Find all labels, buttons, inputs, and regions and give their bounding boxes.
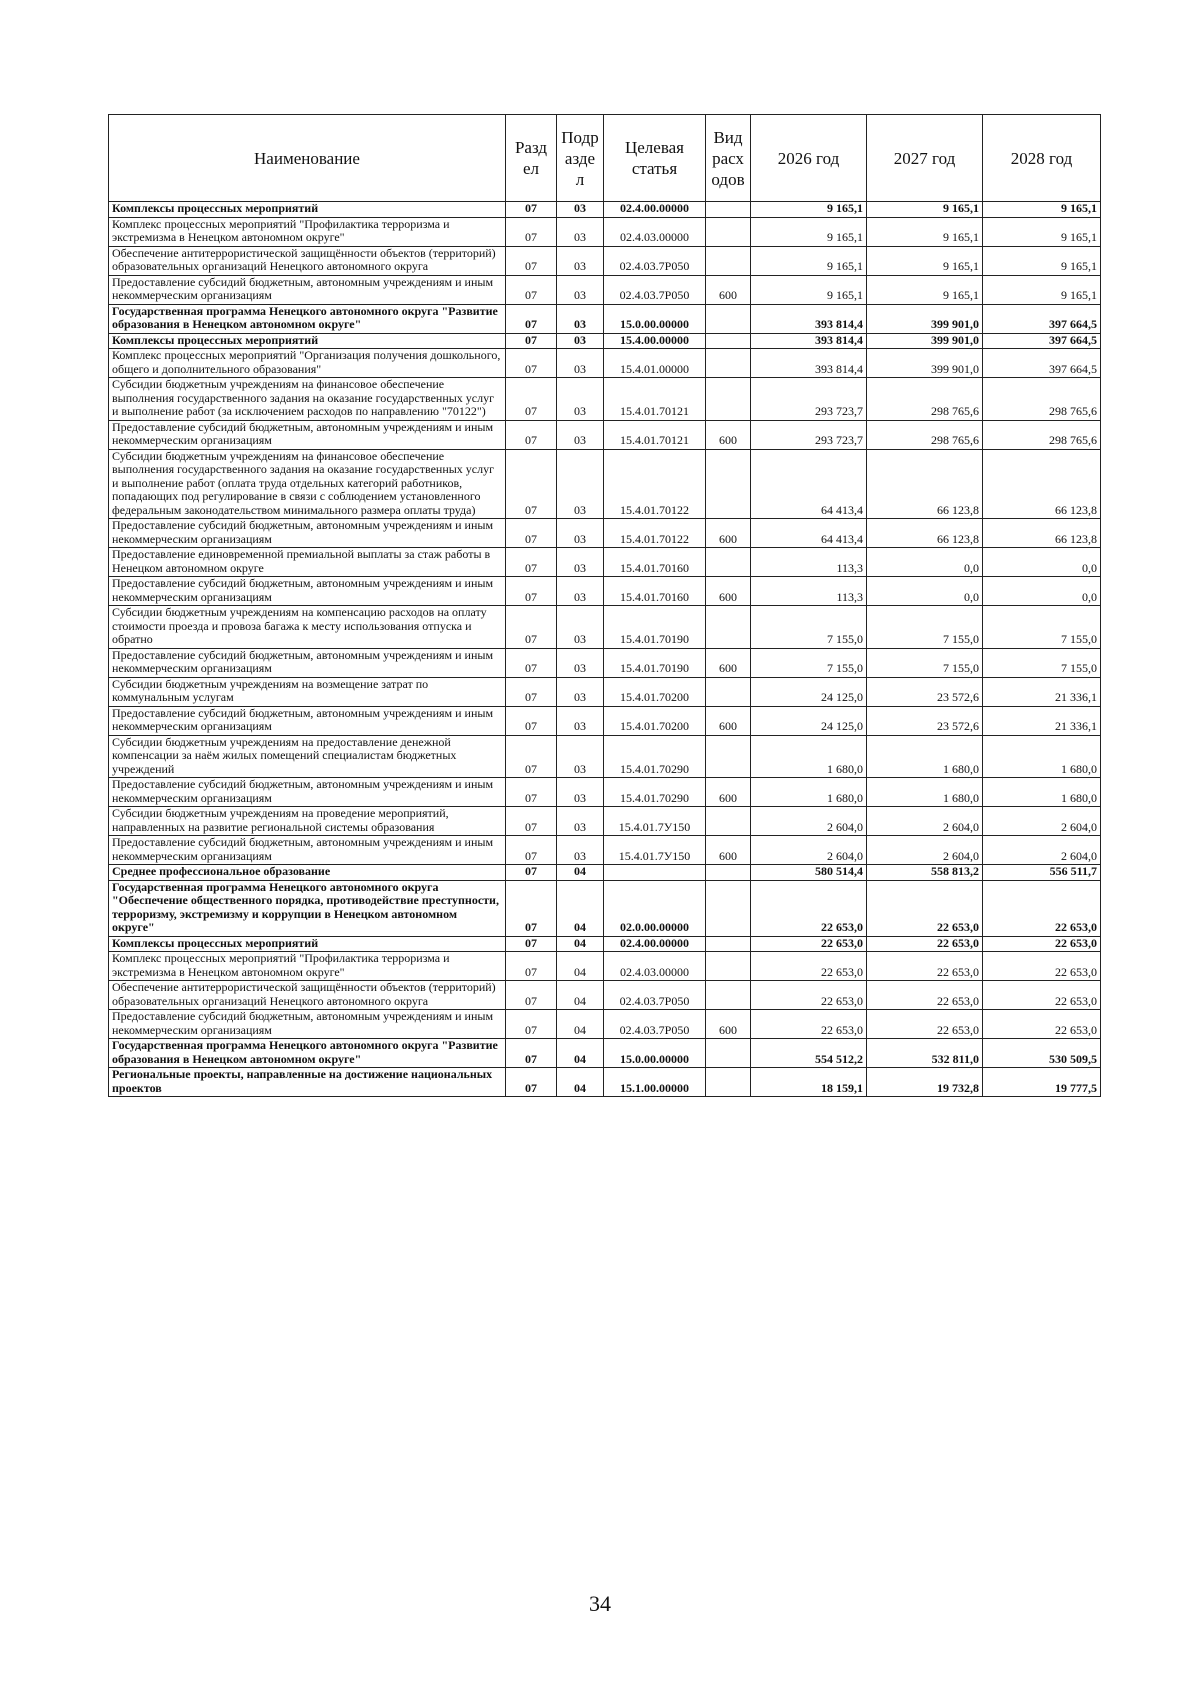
cell-name: Предоставление субсидий бюджетным, автономным учреждениям и иным некоммерческим организациям [109,1010,506,1039]
cell-podrazdel: 03 [557,275,604,304]
cell-2026: 113,3 [751,548,867,577]
cell-2028: 66 123,8 [983,519,1101,548]
cell-2027: 2 604,0 [867,807,983,836]
cell-2026: 393 814,4 [751,333,867,349]
cell-razdel: 07 [506,735,557,778]
cell-razdel: 07 [506,548,557,577]
cell-article: 15.4.01.70121 [604,378,706,421]
cell-podrazdel: 03 [557,735,604,778]
cell-2026: 9 165,1 [751,202,867,218]
cell-2026: 18 159,1 [751,1068,867,1097]
table-row [109,807,1101,836]
cell-name: Государственная программа Ненецкого автономного округа "Развитие образования в Ненецком автономном округе" [109,304,506,333]
cell-vid [706,981,751,1010]
cell-podrazdel: 03 [557,217,604,246]
cell-podrazdel: 04 [557,952,604,981]
cell-2028: 7 155,0 [983,648,1101,677]
cell-name: Региональные проекты, направленные на достижение национальных проектов [109,1068,506,1097]
cell-2027: 7 155,0 [867,606,983,649]
cell-name: Среднее профессиональное образование [109,865,506,881]
cell-vid: 600 [706,648,751,677]
cell-podrazdel: 04 [557,880,604,936]
cell-razdel: 07 [506,836,557,865]
cell-razdel: 07 [506,378,557,421]
cell-2026: 9 165,1 [751,246,867,275]
table-row [109,606,1101,649]
cell-razdel: 07 [506,880,557,936]
cell-razdel: 07 [506,420,557,449]
cell-2028: 298 765,6 [983,378,1101,421]
cell-2026: 64 413,4 [751,519,867,548]
cell-2028: 22 653,0 [983,952,1101,981]
cell-article: 15.4.01.70160 [604,577,706,606]
budget-table [108,114,1101,1097]
cell-2027: 399 901,0 [867,333,983,349]
header-podrazdel: Подр азде л [557,115,604,202]
cell-article: 15.4.01.70122 [604,519,706,548]
cell-name: Обеспечение антитеррористической защищённости объектов (территорий) образовательных организаций Ненецкого автономного округа [109,981,506,1010]
table-row [109,778,1101,807]
cell-razdel: 07 [506,648,557,677]
cell-podrazdel: 03 [557,606,604,649]
cell-2027: 0,0 [867,577,983,606]
cell-podrazdel: 03 [557,648,604,677]
cell-2027: 9 165,1 [867,246,983,275]
cell-2028: 397 664,5 [983,333,1101,349]
table-row [109,577,1101,606]
cell-2026: 393 814,4 [751,349,867,378]
cell-2027: 1 680,0 [867,735,983,778]
cell-name: Комплекс процессных мероприятий "Профилактика терроризма и экстремизма в Ненецком автономном округе" [109,952,506,981]
cell-article: 15.4.01.70200 [604,706,706,735]
table-row [109,936,1101,952]
cell-name: Предоставление единовременной премиальной выплаты за стаж работы в Ненецком автономном округе [109,548,506,577]
cell-name: Субсидии бюджетным учреждениям на финансовое обеспечение выполнения государственного задания на оказание государственных услуг и выполнение работ (оплата труда отдельных категорий работников, попадающих под регулирование в связи с соблюдением установленного федеральным законодательством минимального размера оплаты труда) [109,449,506,519]
cell-name: Комплекс процессных мероприятий "Профилактика терроризма и экстремизма в Ненецком автономном округе" [109,217,506,246]
cell-article: 02.4.00.00000 [604,202,706,218]
cell-podrazdel: 04 [557,981,604,1010]
cell-podrazdel: 03 [557,519,604,548]
cell-name: Комплексы процессных мероприятий [109,202,506,218]
cell-2027: 22 653,0 [867,981,983,1010]
cell-article: 15.0.00.00000 [604,304,706,333]
cell-razdel: 07 [506,449,557,519]
cell-vid [706,606,751,649]
table-row [109,677,1101,706]
cell-razdel: 07 [506,606,557,649]
cell-razdel: 07 [506,1068,557,1097]
cell-name: Предоставление субсидий бюджетным, автономным учреждениям и иным некоммерческим организациям [109,420,506,449]
cell-2027: 22 653,0 [867,936,983,952]
cell-2027: 22 653,0 [867,880,983,936]
cell-vid [706,217,751,246]
cell-vid [706,449,751,519]
cell-2028: 9 165,1 [983,202,1101,218]
table-row [109,349,1101,378]
cell-name: Комплексы процессных мероприятий [109,333,506,349]
table-row [109,449,1101,519]
table-row [109,378,1101,421]
cell-2026: 113,3 [751,577,867,606]
cell-name: Государственная программа Ненецкого автономного округа "Обеспечение общественного порядка, противодействие преступности, терроризму, экстремизму и коррупции в Ненецком автономном округе" [109,880,506,936]
cell-2028: 7 155,0 [983,606,1101,649]
cell-article: 02.4.03.7Р050 [604,246,706,275]
table-body [109,202,1101,1097]
cell-2027: 532 811,0 [867,1039,983,1068]
cell-2028: 9 165,1 [983,275,1101,304]
cell-razdel: 07 [506,1010,557,1039]
cell-2028: 1 680,0 [983,735,1101,778]
cell-2027: 558 813,2 [867,865,983,881]
cell-razdel: 07 [506,706,557,735]
cell-name: Обеспечение антитеррористической защищённости объектов (территорий) образовательных организаций Ненецкого автономного округа [109,246,506,275]
cell-2026: 22 653,0 [751,981,867,1010]
table-row [109,981,1101,1010]
cell-2028: 22 653,0 [983,880,1101,936]
table-row [109,519,1101,548]
cell-2028: 2 604,0 [983,836,1101,865]
cell-vid: 600 [706,275,751,304]
cell-vid: 600 [706,706,751,735]
cell-2026: 1 680,0 [751,778,867,807]
cell-vid [706,378,751,421]
cell-2028: 556 511,7 [983,865,1101,881]
cell-2027: 399 901,0 [867,349,983,378]
cell-article: 15.4.01.70121 [604,420,706,449]
table-row [109,202,1101,218]
table-row [109,735,1101,778]
cell-2026: 1 680,0 [751,735,867,778]
cell-podrazdel: 03 [557,706,604,735]
cell-2028: 0,0 [983,577,1101,606]
cell-name: Предоставление субсидий бюджетным, автономным учреждениям и иным некоммерческим организациям [109,577,506,606]
cell-name: Предоставление субсидий бюджетным, автономным учреждениям и иным некоммерческим организациям [109,706,506,735]
cell-article: 15.4.01.70190 [604,606,706,649]
header-razdel: Разд ел [506,115,557,202]
cell-2026: 2 604,0 [751,807,867,836]
cell-vid [706,333,751,349]
cell-razdel: 07 [506,865,557,881]
cell-2027: 66 123,8 [867,449,983,519]
cell-2027: 9 165,1 [867,275,983,304]
cell-podrazdel: 03 [557,677,604,706]
cell-2026: 393 814,4 [751,304,867,333]
table-row [109,1010,1101,1039]
cell-article: 15.4.01.00000 [604,349,706,378]
cell-2028: 397 664,5 [983,349,1101,378]
table-row [109,1068,1101,1097]
cell-razdel: 07 [506,952,557,981]
cell-2026: 22 653,0 [751,936,867,952]
cell-vid [706,880,751,936]
cell-article: 15.4.01.70290 [604,735,706,778]
header-2027: 2027 год [867,115,983,202]
cell-2026: 7 155,0 [751,648,867,677]
cell-article: 02.4.03.00000 [604,217,706,246]
header-2028: 2028 год [983,115,1101,202]
cell-name: Предоставление субсидий бюджетным, автономным учреждениям и иным некоммерческим организациям [109,275,506,304]
table-row [109,548,1101,577]
cell-vid [706,677,751,706]
cell-2026: 293 723,7 [751,378,867,421]
cell-article: 02.4.03.00000 [604,952,706,981]
cell-vid: 600 [706,778,751,807]
cell-2026: 24 125,0 [751,706,867,735]
cell-podrazdel: 04 [557,1039,604,1068]
cell-2028: 22 653,0 [983,981,1101,1010]
cell-razdel: 07 [506,677,557,706]
cell-razdel: 07 [506,304,557,333]
cell-article: 02.4.03.7Р050 [604,1010,706,1039]
cell-vid: 600 [706,420,751,449]
cell-2028: 9 165,1 [983,217,1101,246]
cell-vid [706,304,751,333]
cell-vid [706,1039,751,1068]
cell-podrazdel: 03 [557,378,604,421]
header-2026: 2026 год [751,115,867,202]
cell-name: Субсидии бюджетным учреждениям на возмещение затрат по коммунальным услугам [109,677,506,706]
cell-podrazdel: 04 [557,865,604,881]
cell-razdel: 07 [506,778,557,807]
cell-2026: 293 723,7 [751,420,867,449]
cell-2028: 0,0 [983,548,1101,577]
cell-vid [706,1068,751,1097]
cell-article: 15.4.01.7У150 [604,807,706,836]
cell-2026: 24 125,0 [751,677,867,706]
cell-2027: 399 901,0 [867,304,983,333]
cell-2027: 19 732,8 [867,1068,983,1097]
cell-podrazdel: 03 [557,202,604,218]
cell-2027: 22 653,0 [867,952,983,981]
cell-2028: 66 123,8 [983,449,1101,519]
cell-2028: 1 680,0 [983,778,1101,807]
table-row [109,880,1101,936]
cell-name: Предоставление субсидий бюджетным, автономным учреждениям и иным некоммерческим организациям [109,648,506,677]
cell-name: Субсидии бюджетным учреждениям на предоставление денежной компенсации за наём жилых помещений специалистам бюджетных учреждений [109,735,506,778]
cell-razdel: 07 [506,202,557,218]
cell-2026: 64 413,4 [751,449,867,519]
cell-article [604,865,706,881]
cell-name: Субсидии бюджетным учреждениям на проведение мероприятий, направленных на развитие региональной системы образования [109,807,506,836]
cell-razdel: 07 [506,349,557,378]
cell-razdel: 07 [506,519,557,548]
cell-razdel: 07 [506,577,557,606]
cell-razdel: 07 [506,333,557,349]
cell-article: 15.4.01.70122 [604,449,706,519]
cell-podrazdel: 04 [557,1010,604,1039]
cell-name: Предоставление субсидий бюджетным, автономным учреждениям и иным некоммерческим организациям [109,836,506,865]
table-row [109,836,1101,865]
cell-2027: 9 165,1 [867,217,983,246]
cell-vid [706,349,751,378]
cell-2026: 7 155,0 [751,606,867,649]
cell-2027: 22 653,0 [867,1010,983,1039]
cell-podrazdel: 03 [557,333,604,349]
table-row [109,865,1101,881]
cell-article: 02.4.03.7Р050 [604,981,706,1010]
cell-vid: 600 [706,519,751,548]
table-row [109,217,1101,246]
cell-podrazdel: 04 [557,936,604,952]
cell-2027: 298 765,6 [867,420,983,449]
cell-podrazdel: 03 [557,304,604,333]
cell-2026: 580 514,4 [751,865,867,881]
table-header-row [109,115,1101,202]
cell-razdel: 07 [506,981,557,1010]
cell-vid [706,202,751,218]
table-row [109,420,1101,449]
cell-article: 15.0.00.00000 [604,1039,706,1068]
cell-2027: 9 165,1 [867,202,983,218]
cell-2027: 0,0 [867,548,983,577]
cell-2027: 66 123,8 [867,519,983,548]
cell-razdel: 07 [506,936,557,952]
cell-2028: 9 165,1 [983,246,1101,275]
cell-podrazdel: 03 [557,449,604,519]
budget-table-sheet [108,114,1100,1097]
cell-name: Комплекс процессных мероприятий "Организация получения дошкольного, общего и дополнительного образования" [109,349,506,378]
cell-2028: 21 336,1 [983,706,1101,735]
cell-article: 02.4.03.7Р050 [604,275,706,304]
table-row [109,648,1101,677]
cell-2026: 22 653,0 [751,880,867,936]
cell-podrazdel: 03 [557,349,604,378]
table-row [109,304,1101,333]
cell-razdel: 07 [506,275,557,304]
cell-2026: 9 165,1 [751,275,867,304]
cell-2028: 19 777,5 [983,1068,1101,1097]
cell-2028: 397 664,5 [983,304,1101,333]
cell-podrazdel: 03 [557,577,604,606]
cell-2026: 9 165,1 [751,217,867,246]
cell-2028: 21 336,1 [983,677,1101,706]
cell-vid [706,735,751,778]
cell-2027: 23 572,6 [867,677,983,706]
cell-article: 15.4.01.70160 [604,548,706,577]
page-number: 34 [589,1591,611,1616]
cell-article: 15.4.01.7У150 [604,836,706,865]
header-article: Целевая статья [604,115,706,202]
cell-vid [706,807,751,836]
cell-name: Субсидии бюджетным учреждениям на компенсацию расходов на оплату стоимости проезда и провоза багажа к месту использования отпуска и обратно [109,606,506,649]
cell-article: 15.4.01.70200 [604,677,706,706]
cell-name: Предоставление субсидий бюджетным, автономным учреждениям и иным некоммерческим организациям [109,519,506,548]
table-row [109,246,1101,275]
cell-vid: 600 [706,1010,751,1039]
cell-name: Предоставление субсидий бюджетным, автономным учреждениям и иным некоммерческим организациям [109,778,506,807]
cell-2027: 1 680,0 [867,778,983,807]
cell-article: 15.4.01.70190 [604,648,706,677]
cell-article: 02.0.00.00000 [604,880,706,936]
cell-2028: 22 653,0 [983,1010,1101,1039]
header-name: Наименование [109,115,506,202]
cell-2028: 298 765,6 [983,420,1101,449]
header-vid: Вид расх одов [706,115,751,202]
cell-article: 02.4.00.00000 [604,936,706,952]
cell-article: 15.4.00.00000 [604,333,706,349]
cell-2027: 298 765,6 [867,378,983,421]
cell-vid [706,865,751,881]
table-row [109,952,1101,981]
cell-2026: 22 653,0 [751,1010,867,1039]
cell-podrazdel: 03 [557,807,604,836]
cell-2027: 2 604,0 [867,836,983,865]
cell-vid [706,246,751,275]
cell-vid [706,548,751,577]
cell-2027: 7 155,0 [867,648,983,677]
cell-podrazdel: 03 [557,836,604,865]
cell-article: 15.1.00.00000 [604,1068,706,1097]
table-row [109,333,1101,349]
table-row [109,1039,1101,1068]
cell-name: Комплексы процессных мероприятий [109,936,506,952]
cell-podrazdel: 03 [557,246,604,275]
cell-article: 15.4.01.70290 [604,778,706,807]
cell-2027: 23 572,6 [867,706,983,735]
cell-podrazdel: 04 [557,1068,604,1097]
cell-podrazdel: 03 [557,778,604,807]
table-row [109,275,1101,304]
cell-vid [706,936,751,952]
table-row [109,706,1101,735]
cell-vid [706,952,751,981]
cell-podrazdel: 03 [557,548,604,577]
cell-razdel: 07 [506,807,557,836]
cell-2026: 2 604,0 [751,836,867,865]
cell-razdel: 07 [506,1039,557,1068]
cell-2026: 22 653,0 [751,952,867,981]
cell-razdel: 07 [506,246,557,275]
cell-2028: 530 509,5 [983,1039,1101,1068]
cell-name: Субсидии бюджетным учреждениям на финансовое обеспечение выполнения государственного задания на оказание государственных услуг и выполнение работ (за исключением расходов по направлению "70122") [109,378,506,421]
cell-name: Государственная программа Ненецкого автономного округа "Развитие образования в Ненецком автономном округе" [109,1039,506,1068]
cell-podrazdel: 03 [557,420,604,449]
cell-razdel: 07 [506,217,557,246]
cell-vid: 600 [706,836,751,865]
cell-2028: 22 653,0 [983,936,1101,952]
cell-2028: 2 604,0 [983,807,1101,836]
cell-vid: 600 [706,577,751,606]
cell-2026: 554 512,2 [751,1039,867,1068]
